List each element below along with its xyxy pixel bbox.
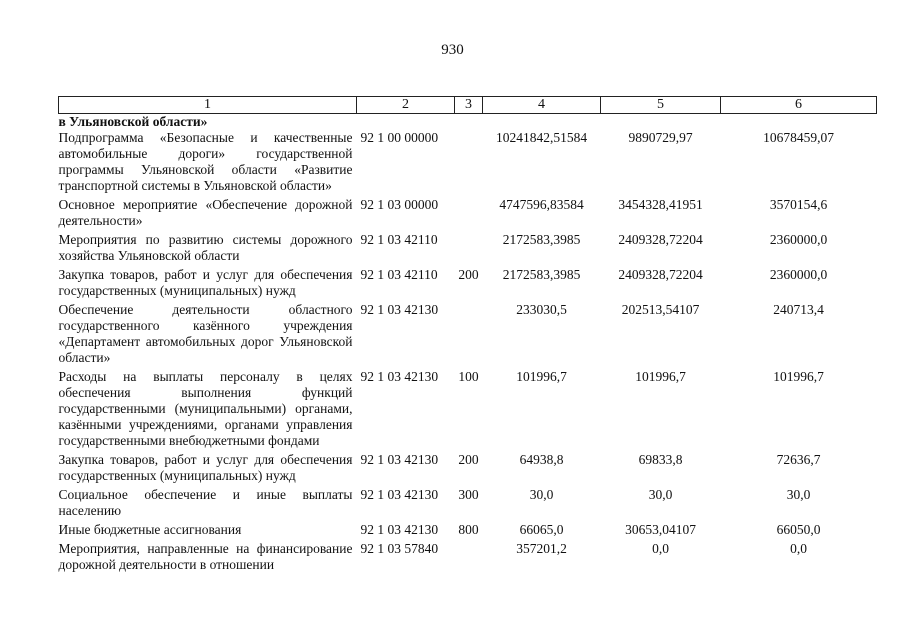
expense-name-cell: Основное мероприятие «Обеспечение дорожной деятельности» — [58, 197, 353, 228]
amount-year-2-cell: 9890729,97 — [628, 130, 693, 145]
amount-year-2-cell: 101996,7 — [635, 369, 686, 384]
continuation-text: в Ульяновской области» — [58, 114, 208, 129]
table-row — [59, 522, 877, 541]
column-header-2: 2 — [357, 97, 455, 114]
column-header-6: 6 — [721, 97, 877, 114]
amount-year-1-cell: 101996,7 — [516, 369, 567, 384]
target-article-code-cell: 92 1 03 42110 — [360, 267, 438, 282]
amount-year-3-cell: 30,0 — [786, 487, 811, 502]
continuation-row — [59, 114, 877, 131]
column-header-4: 4 — [483, 97, 601, 114]
table-row — [59, 267, 877, 302]
table-row — [59, 232, 877, 267]
expense-name-cell: Мероприятия по развитию системы дорожного хозяйства Ульяновской области — [58, 232, 353, 263]
target-article-code-cell: 92 1 03 42130 — [360, 302, 439, 317]
expense-type-code-cell — [455, 232, 483, 267]
table-row — [59, 452, 877, 487]
amount-year-1-cell: 357201,2 — [516, 541, 567, 556]
amount-year-2-cell: 3454328,41951 — [618, 197, 703, 212]
table-row — [59, 302, 877, 369]
column-header-3: 3 — [455, 97, 483, 114]
expense-type-code-cell — [455, 130, 483, 197]
expense-name-cell: Расходы на выплаты персоналу в целях обеспечения выполнения функций государственными (муниципальными) органами, казёнными учреждениями, органами управления государственными внебюджетными фондами — [58, 369, 353, 448]
expense-type-code-cell — [455, 302, 483, 369]
amount-year-2-cell: 30653,04107 — [625, 522, 696, 537]
column-header-1: 1 — [59, 97, 357, 114]
amount-year-3-cell: 101996,7 — [773, 369, 824, 384]
amount-year-2-cell: 0,0 — [652, 541, 669, 556]
expense-type-code-cell: 300 — [458, 487, 479, 502]
target-article-code-cell: 92 1 03 57840 — [360, 541, 439, 556]
expense-type-code-cell — [455, 197, 483, 232]
amount-year-1-cell: 233030,5 — [516, 302, 567, 317]
table-row — [59, 197, 877, 232]
column-header-5: 5 — [601, 97, 721, 114]
expense-name-cell: Социальное обеспечение и иные выплаты населению — [58, 487, 353, 518]
target-article-code-cell: 92 1 03 42130 — [360, 452, 439, 467]
amount-year-1-cell: 64938,8 — [519, 452, 564, 467]
amount-year-1-cell: 4747596,83584 — [499, 197, 584, 212]
target-article-code-cell: 92 1 03 42130 — [360, 369, 439, 384]
budget-table — [58, 96, 877, 576]
table-row — [59, 487, 877, 522]
amount-year-3-cell: 0,0 — [790, 541, 807, 556]
expense-type-code-cell: 200 — [458, 267, 479, 282]
amount-year-1-cell: 2172583,3985 — [502, 267, 581, 282]
expense-name-cell: Мероприятия, направленные на финансирование дорожной деятельности в отношении — [58, 541, 353, 572]
amount-year-2-cell: 202513,54107 — [621, 302, 700, 317]
table-row — [59, 369, 877, 452]
amount-year-3-cell: 66050,0 — [776, 522, 821, 537]
target-article-code-cell: 92 1 03 42130 — [360, 522, 439, 537]
amount-year-3-cell: 3570154,6 — [769, 197, 828, 212]
target-article-code-cell: 92 1 03 42130 — [360, 487, 439, 502]
expense-type-code-cell: 200 — [458, 452, 479, 467]
amount-year-2-cell: 2409328,72204 — [618, 267, 703, 282]
expense-name-cell: Закупка товаров, работ и услуг для обеспечения государственных (муниципальных) нужд — [58, 452, 353, 483]
amount-year-2-cell: 2409328,72204 — [618, 232, 703, 247]
target-article-code-cell: 92 1 03 42110 — [360, 232, 438, 247]
expense-name-cell: Закупка товаров, работ и услуг для обеспечения государственных (муниципальных) нужд — [58, 267, 353, 298]
amount-year-2-cell: 69833,8 — [638, 452, 683, 467]
table-header-row — [59, 97, 877, 114]
amount-year-3-cell: 2360000,0 — [769, 232, 828, 247]
expense-type-code-cell: 100 — [458, 369, 479, 384]
amount-year-3-cell: 240713,4 — [773, 302, 824, 317]
expense-type-code-cell: 800 — [458, 522, 479, 537]
expense-name-cell: Обеспечение деятельности областного государственного казённого учреждения «Департамент автомобильных дорог Ульяновской области» — [58, 302, 353, 365]
amount-year-1-cell: 10241842,51584 — [495, 130, 588, 145]
amount-year-1-cell: 30,0 — [529, 487, 554, 502]
expense-name-cell: Подпрограмма «Безопасные и качественные автомобильные дороги» государственной программы Ульяновской области «Развитие транспортной системы в Ульяновской области» — [58, 130, 353, 193]
table-body — [59, 114, 877, 577]
target-article-code-cell: 92 1 03 00000 — [360, 197, 439, 212]
page-number: 930 — [441, 42, 464, 58]
amount-year-1-cell: 2172583,3985 — [502, 232, 581, 247]
amount-year-1-cell: 66065,0 — [519, 522, 564, 537]
expense-type-code-cell — [455, 541, 483, 576]
amount-year-3-cell: 2360000,0 — [769, 267, 828, 282]
amount-year-2-cell: 30,0 — [648, 487, 673, 502]
amount-year-3-cell: 10678459,07 — [763, 130, 834, 145]
expense-name-cell: Иные бюджетные ассигнования — [58, 522, 242, 537]
table-row — [59, 130, 877, 197]
amount-year-3-cell: 72636,7 — [776, 452, 821, 467]
table-row — [59, 541, 877, 576]
target-article-code-cell: 92 1 00 00000 — [360, 130, 439, 145]
